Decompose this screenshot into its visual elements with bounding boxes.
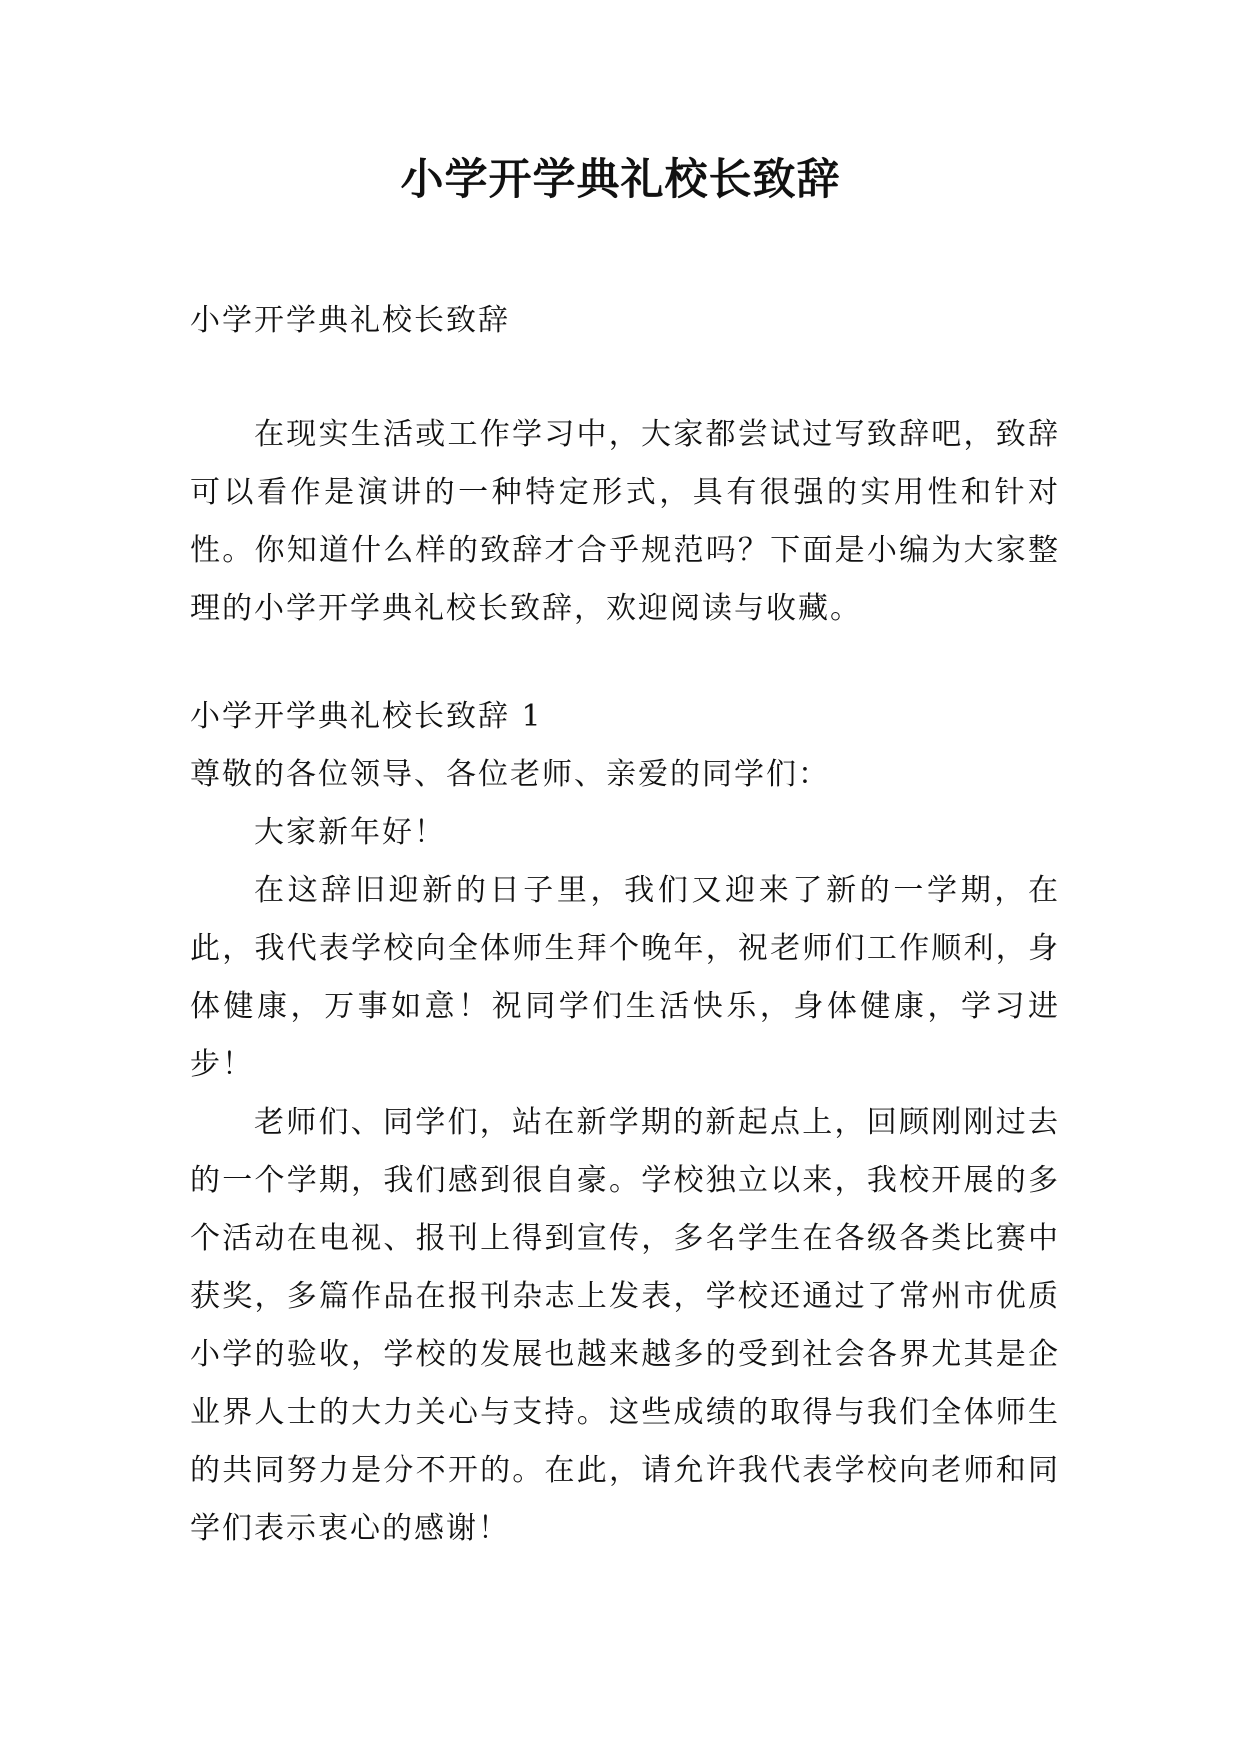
body-paragraph-1: 在这辞旧迎新的日子里，我们又迎来了新的一学期，在此，我代表学校向全体师生拜个晚年，祝老师们工作顺利，身体健康，万事如意！祝同学们生活快乐，身体健康，学习进步！: [190, 873, 1060, 1082]
spacer: [190, 350, 1060, 406]
body-paragraph-2: 老师们、同学们，站在新学期的新起点上，回顾刚刚过去的一个学期，我们感到很自豪。学校独立以来，我校开展的多个活动在电视、报刊上得到宣传，多名学生在各级各类比赛中获奖，多篇作品在报刊杂志上发表，学校还通过了常州市优质小学的验收，学校的发展也越来越多的受到社会各界尤其是企业界人士的大力关心与支持。这些成绩的取得与我们全体师生的共同努力是分不开的。在此，请允许我代表学校向老师和同学们表示衷心的感谢！: [190, 1105, 1060, 1546]
salutation: 尊敬的各位领导、各位老师、亲爱的同学们：: [190, 757, 830, 792]
document-body: [190, 292, 1060, 1558]
document-subtitle: 小学开学典礼校长致辞: [190, 303, 510, 338]
section-heading: 小学开学典礼校长致辞 1: [190, 699, 543, 734]
document-title: 小学开学典礼校长致辞: [400, 155, 841, 205]
intro-paragraph: 在现实生活或工作学习中，大家都尝试过写致辞吧，致辞可以看作是演讲的一种特定形式，具有很强的实用性和针对性。你知道什么样的致辞才合乎规范吗？下面是小编为大家整理的小学开学典礼校长致辞，欢迎阅读与收藏。: [190, 417, 1060, 626]
spacer: [190, 638, 1060, 688]
greeting: 大家新年好！: [254, 815, 446, 850]
